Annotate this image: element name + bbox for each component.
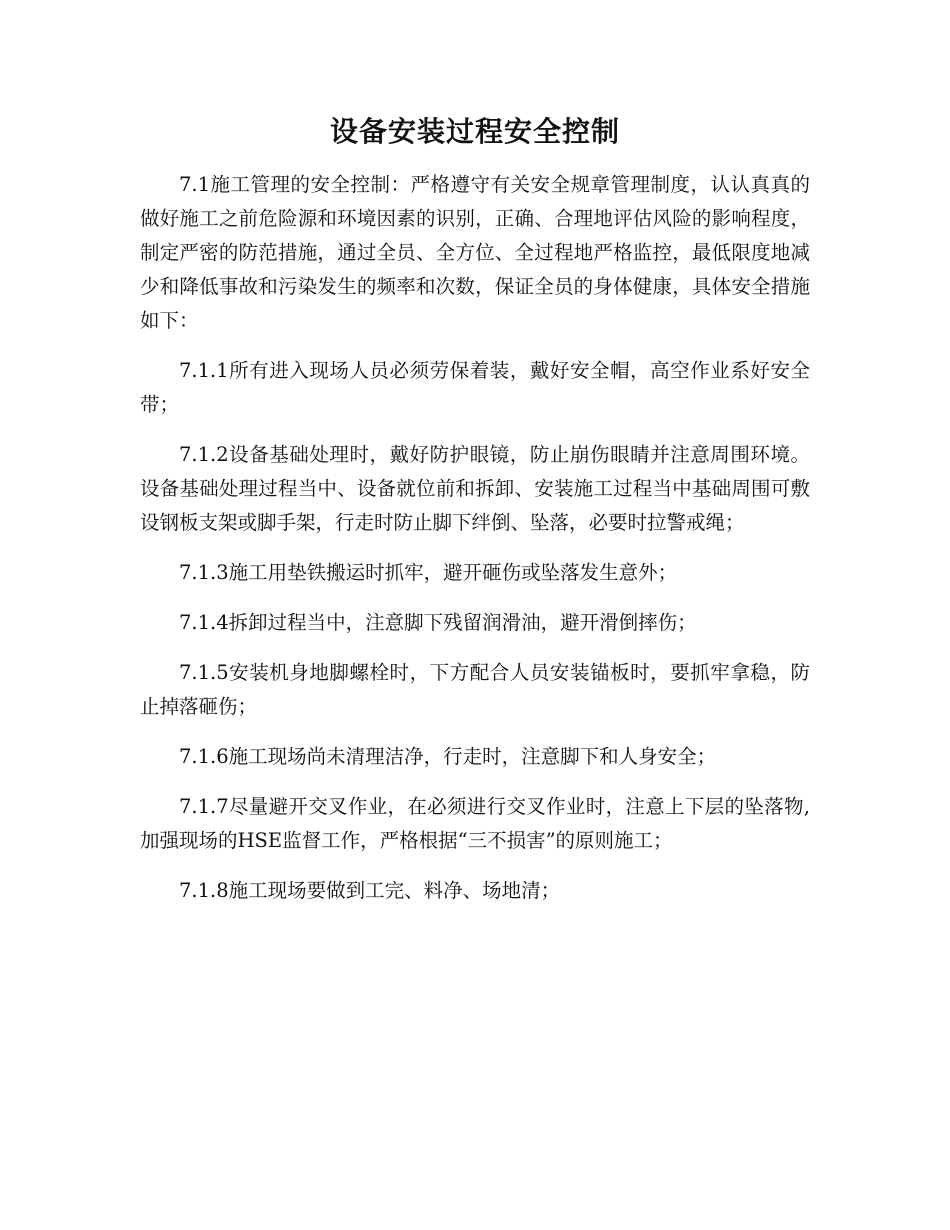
document-page [140, 108, 810, 924]
paragraph-7-1-3: 7.1.3施工用垫铁搬运时抓牢，避开砸伤或坠落发生意外； [179, 561, 678, 584]
paragraph-7-1-8: 7.1.8施工现场要做到工完、料净、场地清； [179, 879, 561, 902]
paragraph-7-1-5: 7.1.5安装机身地脚螺栓时，下方配合人员安装锚板时，要抓牢拿稳，防止掉落砸伤； [140, 661, 810, 718]
paragraph-7-1-2: 7.1.2设备基础处理时，戴好防护眼镜，防止崩伤眼睛并注意周围环境。设备基础处理过程当中、设备就位前和拆卸、安装施工过程当中基础周围可敷设钢板支架或脚手架，行走时防止脚下绊倒、坠落，必要时拉警戒绳； [140, 443, 810, 534]
paragraph-7-1-1: 7.1.1所有进入现场人员必须劳保着装，戴好安全帽，高空作业系好安全带； [140, 359, 810, 416]
document-title: 设备安装过程安全控制 [329, 115, 620, 148]
paragraph-7-1-6: 7.1.6施工现场尚未清理洁净，行走时，注意脚下和人身安全； [179, 745, 717, 768]
paragraph-7-1-4: 7.1.4拆卸过程当中，注意脚下残留润滑油，避开滑倒摔伤； [179, 611, 697, 634]
paragraph-7-1-7: 7.1.7尽量避开交叉作业，在必须进行交叉作业时，注意上下层的坠落物,加强现场的HSE监督工作，严格根据“三不损害”的原则施工； [140, 795, 810, 852]
paragraph-7-1: 7.1施工管理的安全控制：严格遵守有关安全规章管理制度，认认真真的做好施工之前危险源和环境因素的识别，正确、合理地评估风险的影响程度，制定严密的防范措施，通过全员、全方位、全过程地严格监控，最低限度地减少和降低事故和污染发生的频率和次数，保证全员的身体健康，具体安全措施如下： [140, 173, 810, 332]
